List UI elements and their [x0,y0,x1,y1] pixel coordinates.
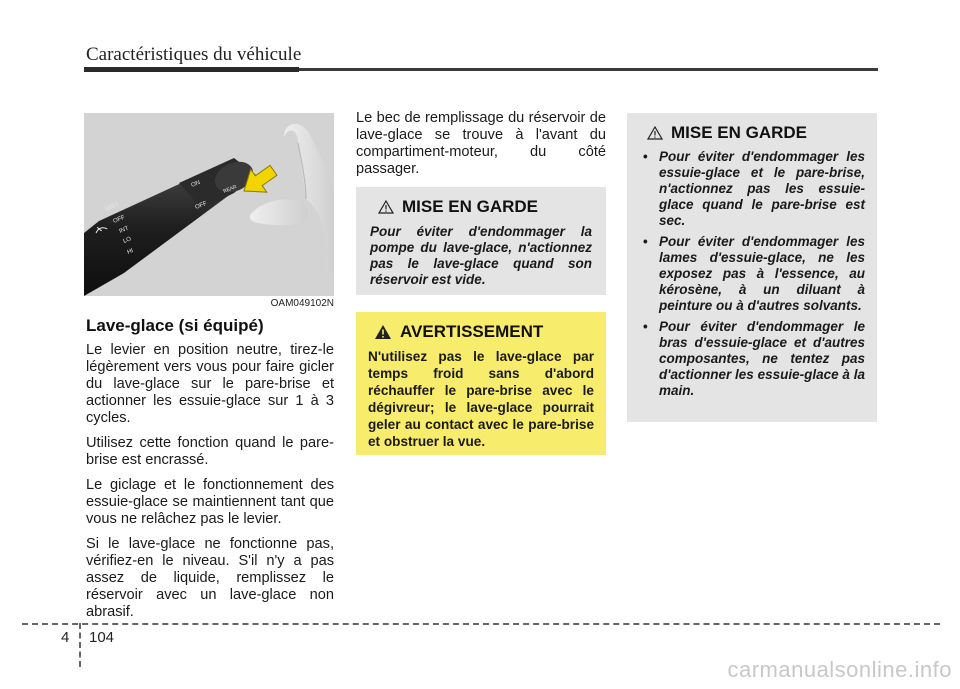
stalk-label: INT [118,225,130,235]
paragraph: Le giclage et le fonctionnement des essuie-glace se maintiennent tant que vous ne relâchez pas le levier. [86,477,334,527]
warning-triangle-icon [374,324,392,340]
list-item: • Pour éviter d'endommager les lames d'essuie-glace, ne les exposez pas à l'essence, au kérosène, à un diluant à peinture ou à d'autres solvants. [639,234,865,314]
section-title: Lave-glace (si équipé) [86,316,264,335]
stalk-label: ON [190,179,202,189]
caution-header [639,123,865,143]
stalk-label: HI [126,248,135,256]
stalk-label: MIST [104,201,121,213]
wiper-stalk-illustration [84,113,334,296]
footer-rule [22,623,940,625]
caution-title: MISE EN GARDE [402,197,539,216]
warning-title: AVERTISSEMENT [400,322,544,341]
caution-box-pump [356,187,606,295]
caution-header [370,197,592,217]
caution-title: MISE EN GARDE [671,123,808,142]
figure-caption: OAM049102N [270,298,334,309]
page-number: 104 [89,629,115,646]
warning-triangle-icon [647,126,663,140]
washer-instructions [86,342,334,629]
footer-divider [79,623,81,667]
warning-header [368,322,594,342]
watermark: carmanualsonline.info [727,657,952,682]
page-header-title: Caractéristiques du véhicule [86,44,302,65]
list-item: • Pour éviter d'endommager le bras d'essuie-glace et d'autres composantes, ne tentez pas d'actionner les essuie-glace à la main. [639,319,865,399]
paragraph: Si le lave-glace ne fonctionne pas, vérifiez-en le niveau. S'il n'y a pas assez de liquide, remplissez le réservoir avec un lave-glace non abrasif. [86,536,334,620]
paragraph: Le levier en position neutre, tirez-le légèrement vers vous pour faire gicler du lave-glace sur le pare-brise et actionner les essuie-glace sur 1 à 3 cycles. [86,342,334,426]
wiper-stalk-figure [84,113,334,296]
caution-body: Pour éviter d'endommager la pompe du lave-glace, n'actionnez pas le lave-glace quand son réservoir est vide. [370,224,592,287]
caution-box-blades [627,113,877,422]
stalk-label: LO [122,236,133,245]
warning-triangle-icon [378,200,394,214]
paragraph: Utilisez cette fonction quand le pare-brise est encrassé. [86,435,334,468]
stalk-label: OFF [194,200,208,211]
list-item: • Pour éviter d'endommager les essuie-glace et le pare-brise, n'actionnez pas les essuie-glace quand le pare-brise est sec. [639,149,865,229]
reservoir-location-text: Le bec de remplissage du réservoir de lave-glace se trouve à l'avant du compartiment-moteur, du côté passager. [356,110,606,177]
warning-body: N'utilisez pas le lave-glace par temps froid sans d'abord réchauffer le pare-brise avec le dégivreur; le lave-glace pourrait geler au contact avec le pare-brise et obstruer la vue. [368,349,594,449]
header-rule-accent [84,67,299,72]
chapter-number: 4 [61,629,70,646]
stalk-label: OFF [112,214,126,225]
caution-list [639,149,865,399]
stalk-label: REAR [222,184,238,195]
warning-box [356,312,606,455]
